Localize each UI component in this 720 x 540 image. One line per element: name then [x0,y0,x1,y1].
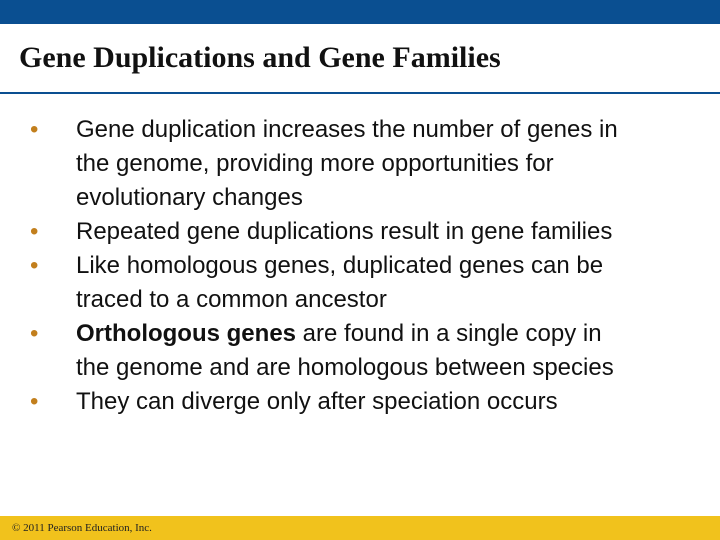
bullet-dot-icon: • [30,218,39,245]
bullet-line: evolutionary changes [76,184,303,211]
bullet-dot-icon: • [30,116,39,143]
bullet-line: the genome, providing more opportunities for [76,150,554,177]
bullet-line: Gene duplication increases the number of genes in [76,116,618,143]
copyright-text: © 2011 Pearson Education, Inc. [12,522,152,534]
bullet-item [30,215,720,249]
bold-term: Orthologous genes [76,320,297,347]
bullet-line: traced to a common ancestor [76,286,387,313]
bullet-item [30,317,720,385]
bullet-dot-icon: • [30,320,39,347]
bullet-line: are found in a single copy in [296,320,602,347]
bullet-dot-icon: • [30,388,39,415]
bullet-line: Repeated gene duplications result in gene families [76,218,613,245]
bullet-line: They can diverge only after speciation occurs [76,388,558,415]
top-accent-bar [0,0,720,24]
bullet-item [30,113,720,215]
bullet-line: the genome and are homologous between species [76,354,614,381]
bullet-item [30,385,720,419]
bullet-list [30,113,720,419]
bullet-dot-icon: • [30,252,39,279]
bullet-line: Like homologous genes, duplicated genes can be [76,252,604,279]
bullet-item [30,249,720,317]
slide-title: Gene Duplications and Gene Families [19,41,501,74]
title-divider [0,92,720,94]
